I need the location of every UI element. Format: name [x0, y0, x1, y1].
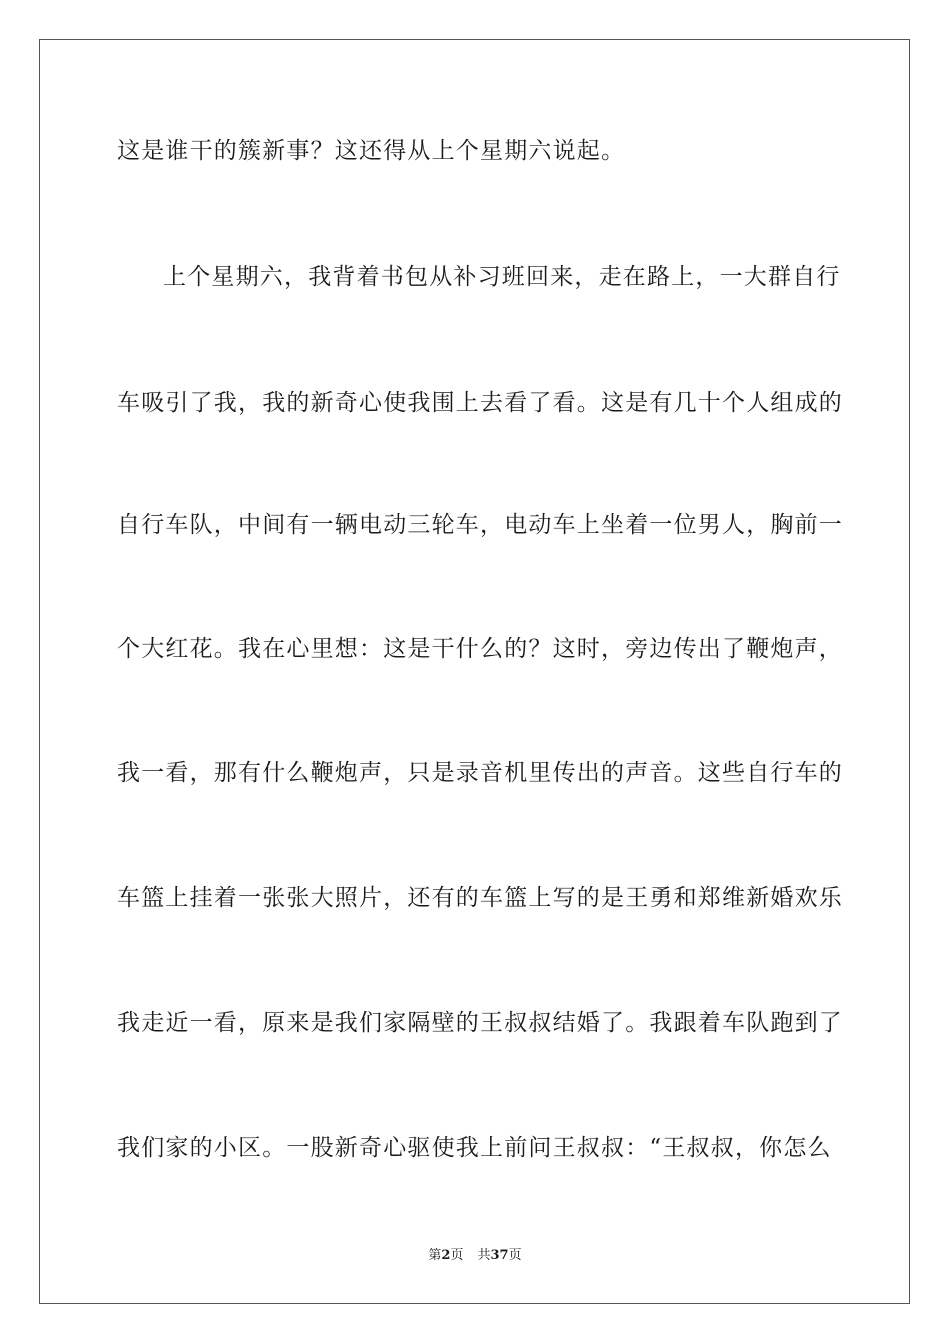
text-line-2: 上个星期六，我背着书包从补习班回来，走在路上，一大群自行 — [163, 264, 841, 290]
total-pages: 37 — [490, 1248, 509, 1263]
total-prefix: 共 — [477, 1248, 491, 1263]
text-line-3: 车吸引了我，我的新奇心使我围上去看了看。这是有几十个人组成的 — [117, 390, 843, 416]
text-line-4: 自行车队，中间有一辆电动三轮车，电动车上坐着一位男人，胸前一 — [117, 512, 843, 538]
text-line-6: 我一看，那有什么鞭炮声，只是录音机里传出的声音。这些自行车的 — [117, 760, 843, 786]
text-line-5: 个大红花。我在心里想：这是干什么的？这时，旁边传出了鞭炮声， — [117, 636, 843, 662]
text-line-7: 车篮上挂着一张张大照片，还有的车篮上写的是王勇和郑维新婚欢乐 — [117, 885, 843, 911]
text-line-9: 我们家的小区。一股新奇心驱使我上前问王叔叔：“王叔叔，你怎么 — [117, 1135, 832, 1161]
page-prefix: 第 — [428, 1248, 442, 1263]
text-line-8: 我走近一看，原来是我们家隔壁的王叔叔结婚了。我跟着车队跑到了 — [117, 1010, 843, 1036]
total-suffix: 页 — [508, 1248, 522, 1263]
text-line-1: 这是谁干的簇新事？这还得从上个星期六说起。 — [117, 138, 626, 164]
page-suffix: 页 — [450, 1248, 464, 1263]
page-border — [39, 39, 910, 1304]
page-number: 2 — [441, 1248, 451, 1263]
page-footer — [0, 1247, 950, 1265]
